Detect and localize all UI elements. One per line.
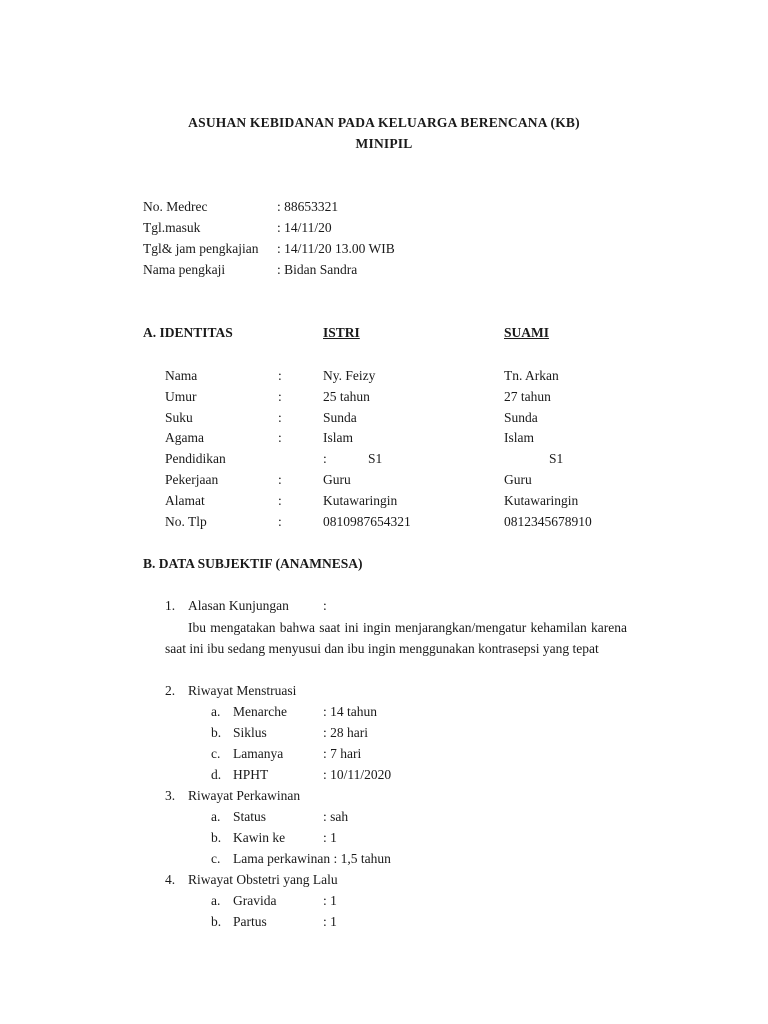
- sub-label: Menarche: [233, 704, 287, 719]
- item-riwayat-obstetri: Riwayat Obstetri yang Lalu: [188, 872, 338, 887]
- identity-row-colon: :: [323, 451, 327, 466]
- sub-letter: b.: [211, 725, 222, 740]
- tgl-pengkajian-label: Tgl& jam pengkajian: [143, 241, 259, 256]
- tgl-pengkajian-value: : 14/11/20 13.00 WIB: [277, 241, 395, 256]
- sub-label: Status: [233, 809, 267, 824]
- sub-label: Siklus: [233, 725, 267, 740]
- section-b-heading: B. DATA SUBJEKTIF (ANAMNESA): [143, 556, 363, 571]
- sub-letter: a.: [211, 893, 221, 908]
- identity-row-istri: Guru: [323, 472, 351, 487]
- sub-letter: b.: [211, 830, 222, 845]
- identity-row-colon: :: [278, 368, 282, 383]
- identity-row-label: Nama: [165, 368, 198, 383]
- document-title-line1: ASUHAN KEBIDANAN PADA KELUARGA BERENCANA (KB): [188, 115, 580, 130]
- identity-row-istri: S1: [368, 451, 383, 466]
- sub-label: Gravida: [233, 893, 277, 908]
- sub-letter: d.: [211, 767, 222, 782]
- identity-row-suami: Kutawaringin: [504, 493, 579, 508]
- identity-row-label: Umur: [165, 389, 197, 404]
- item-number: 4.: [165, 872, 176, 887]
- item-alasan-kunjungan: Alasan Kunjungan: [188, 598, 289, 613]
- identity-row-suami: Sunda: [504, 410, 538, 425]
- sub-letter: c.: [211, 746, 221, 761]
- identity-row-suami: 27 tahun: [504, 389, 551, 404]
- medrec-label: No. Medrec: [143, 199, 208, 214]
- identity-row-label: Pekerjaan: [165, 472, 219, 487]
- item-riwayat-menstruasi: Riwayat Menstruasi: [188, 683, 297, 698]
- sub-value: : 7 hari: [323, 746, 362, 761]
- identity-row-suami: Islam: [504, 430, 534, 445]
- item-colon: :: [323, 598, 327, 613]
- identity-row-colon: :: [278, 493, 282, 508]
- item-number: 2.: [165, 683, 176, 698]
- item-riwayat-perkawinan: Riwayat Perkawinan: [188, 788, 301, 803]
- sub-letter: a.: [211, 809, 221, 824]
- tgl-masuk-value: : 14/11/20: [277, 220, 332, 235]
- sub-label: Partus: [233, 914, 267, 929]
- identity-row-colon: :: [278, 472, 282, 487]
- identity-row-suami: Tn. Arkan: [504, 368, 559, 383]
- item-number: 1.: [165, 598, 176, 613]
- identity-row-label: Alamat: [165, 493, 205, 508]
- identity-row-label: Agama: [165, 430, 204, 445]
- sub-label: HPHT: [233, 767, 269, 782]
- identity-row-istri: 25 tahun: [323, 389, 370, 404]
- medrec-value: : 88653321: [277, 199, 339, 214]
- nama-pengkaji-label: Nama pengkaji: [143, 262, 226, 277]
- column-istri-heading: ISTRI: [323, 325, 360, 340]
- identity-row-label: Pendidikan: [165, 451, 226, 466]
- identity-row-suami: Guru: [504, 472, 532, 487]
- column-suami-heading: SUAMI: [504, 325, 550, 340]
- identity-row-istri: 0810987654321: [323, 514, 411, 529]
- identity-row-colon: :: [278, 430, 282, 445]
- sub-value: : 10/11/2020: [323, 767, 392, 782]
- sub-value: : 1: [323, 893, 337, 908]
- alasan-paragraph: Ibu mengatakan bahwa saat ini ingin menjarangkan/mengatur kehamilan karena saat ini ibu sedang menyusui dan ibu ingin menggunakan kontrasepsi yang tepat: [165, 620, 627, 656]
- sub-value: : 1: [323, 914, 337, 929]
- identity-row-label: No. Tlp: [165, 514, 207, 529]
- identity-row-istri: Ny. Feizy: [323, 368, 376, 383]
- sub-letter: a.: [211, 704, 221, 719]
- document-title-line2: MINIPIL: [355, 136, 413, 151]
- nama-pengkaji-value: : Bidan Sandra: [277, 262, 358, 277]
- identity-row-colon: :: [278, 410, 282, 425]
- sub-value: : 28 hari: [323, 725, 368, 740]
- sub-letter: b.: [211, 914, 222, 929]
- section-a-heading: A. IDENTITAS: [143, 325, 233, 340]
- tgl-masuk-label: Tgl.masuk: [143, 220, 201, 235]
- identity-row-suami: S1: [549, 451, 564, 466]
- identity-row-istri: Sunda: [323, 410, 357, 425]
- sub-label: Lamanya: [233, 746, 284, 761]
- identity-row-istri: Kutawaringin: [323, 493, 398, 508]
- identity-row-colon: :: [278, 514, 282, 529]
- item-number: 3.: [165, 788, 176, 803]
- identity-row-suami: 0812345678910: [504, 514, 592, 529]
- sub-value: : sah: [323, 809, 349, 824]
- sub-letter: c.: [211, 851, 221, 866]
- identity-row-istri: Islam: [323, 430, 353, 445]
- sub-value: : 14 tahun: [323, 704, 377, 719]
- sub-label: Kawin ke: [233, 830, 286, 845]
- identity-row-label: Suku: [165, 410, 193, 425]
- identity-row-colon: :: [278, 389, 282, 404]
- sub-label: Lama perkawinan : 1,5 tahun: [233, 851, 391, 866]
- sub-value: : 1: [323, 830, 337, 845]
